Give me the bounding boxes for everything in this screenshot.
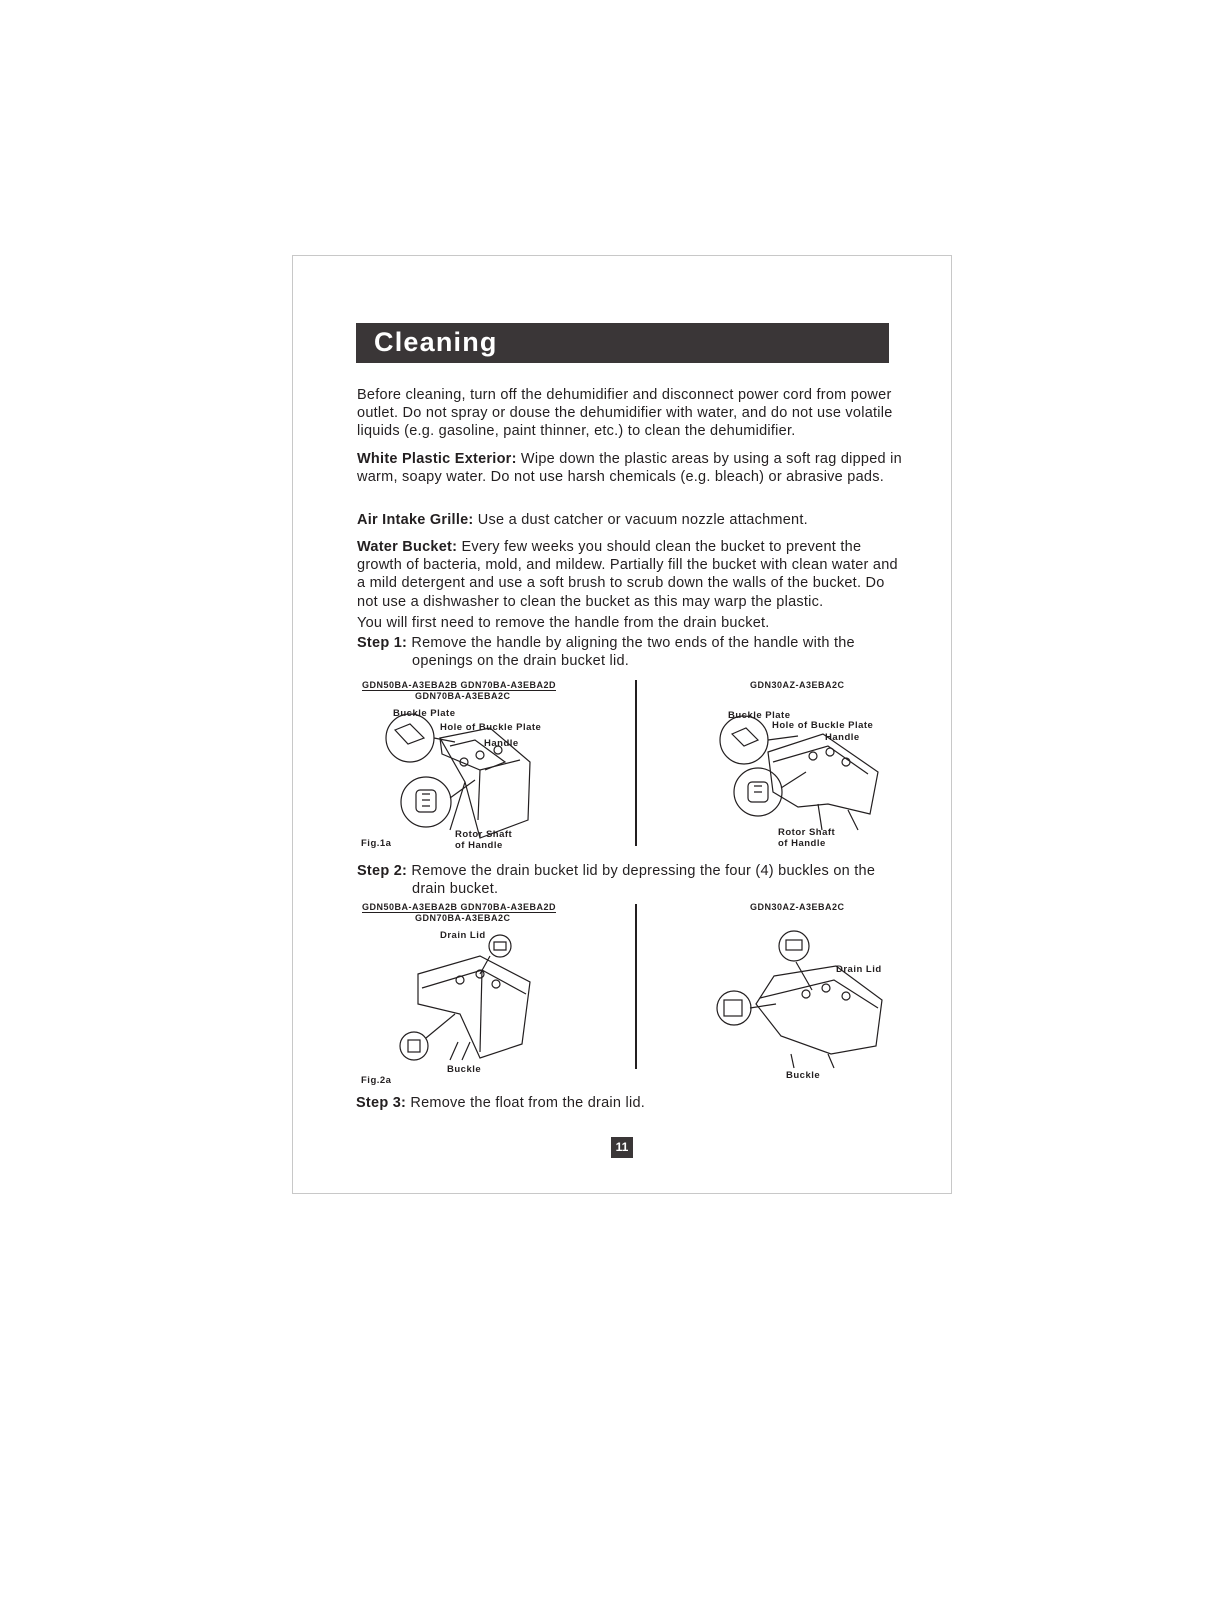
fig1-left-rotor-shaft: Rotor Shaft [455, 829, 513, 840]
fig2-left-drain-lid: Drain Lid [440, 930, 486, 941]
fig1-label: Fig.1a [361, 838, 392, 849]
step-3-text: Remove the float from the drain lid. [406, 1095, 646, 1111]
fig1-left-illustration [380, 710, 540, 850]
fig2-left-models: GDN50BA-A3EBA2B GDN70BA-A3EBA2D [362, 902, 557, 912]
step-2-text-cont: drain bucket. [412, 881, 499, 897]
fig2-right-drain-lid: Drain Lid [836, 964, 882, 975]
fig2-left-models-2: GDN70BA-A3EBA2C [415, 913, 511, 923]
handle-note: You will first need to remove the handle from the drain bucket. [357, 615, 770, 631]
fig1-left-models-2: GDN70BA-A3EBA2C [415, 691, 511, 701]
section-title-bar [356, 323, 889, 363]
fig2-left-buckle: Buckle [447, 1064, 482, 1075]
intro-paragraph: Before cleaning, turn off the dehumidifier and disconnect power cord from power outlet. Do not spray or douse the dehumidifier with water, and do not use volatile liquids (e.g. gasoline, paint thinner, etc.) to clean the dehumidifier. [357, 387, 893, 440]
fig2-label: Fig.2a [361, 1075, 392, 1086]
exterior-paragraph [357, 450, 902, 486]
step-1 [357, 634, 902, 670]
fig2-divider [635, 904, 637, 1069]
step-2 [357, 862, 902, 898]
bucket-label: Water Bucket: [357, 539, 458, 555]
step-3-label: Step 3: [356, 1095, 407, 1111]
page-title: Cleaning [374, 327, 498, 357]
step-1-label: Step 1: [357, 635, 408, 651]
fig1-left-of-handle: of Handle [455, 840, 503, 851]
fig1-right-illustration [718, 712, 883, 837]
fig1-left-handle-label: Handle [484, 738, 519, 749]
fig1-right-handle-label: Handle [825, 732, 860, 743]
step-2-text: Remove the drain bucket lid by depressing the four (4) buckles on the [407, 863, 876, 879]
fig1-right-buckle-plate: Buckle Plate [728, 710, 791, 721]
bucket-text: Every few weeks you should clean the bucket to prevent the growth of bacteria, mold, and mildew. Partially fill the bucket with clean water and a mild detergent and use a soft brush to scrub down the walls of the bucket. Do not use a dishwasher to clean the bucket as this may warp the plastic. [357, 539, 898, 610]
step-2-label: Step 2: [357, 863, 408, 879]
fig2-right-models: GDN30AZ-A3EBA2C [750, 902, 845, 912]
fig2-left-illustration [400, 932, 540, 1067]
fig1-left-hole-label: Hole of Buckle Plate [440, 722, 542, 733]
fig1-right-of-handle: of Handle [778, 838, 826, 849]
bucket-paragraph [357, 538, 902, 611]
fig1-divider [635, 680, 637, 846]
fig1-right-models: GDN30AZ-A3EBA2C [750, 680, 845, 690]
fig1-right-hole-label: Hole of Buckle Plate [772, 720, 874, 731]
fig1-right-rotor-shaft: Rotor Shaft [778, 827, 836, 838]
grille-label: Air Intake Grille: [357, 512, 474, 528]
page-number: 11 [611, 1137, 633, 1158]
fig1-left-buckle-plate: Buckle Plate [393, 708, 456, 719]
step-3 [356, 1094, 901, 1112]
grille-text: Use a dust catcher or vacuum nozzle attachment. [473, 512, 808, 528]
fig1-left-models: GDN50BA-A3EBA2B GDN70BA-A3EBA2D [362, 680, 557, 690]
grille-paragraph [357, 511, 902, 529]
fig2-right-illustration [716, 928, 886, 1068]
exterior-text: Wipe down the plastic areas by using a soft rag dipped in warm, soapy water. Do not use harsh chemicals (e.g. bleach) or abrasive pads. [357, 451, 902, 486]
fig2-right-buckle: Buckle [786, 1070, 821, 1081]
step-1-text: Remove the handle by aligning the two ends of the handle with the [407, 635, 855, 651]
step-1-text-cont: openings on the drain bucket lid. [412, 653, 630, 669]
exterior-label: White Plastic Exterior: [357, 451, 517, 467]
